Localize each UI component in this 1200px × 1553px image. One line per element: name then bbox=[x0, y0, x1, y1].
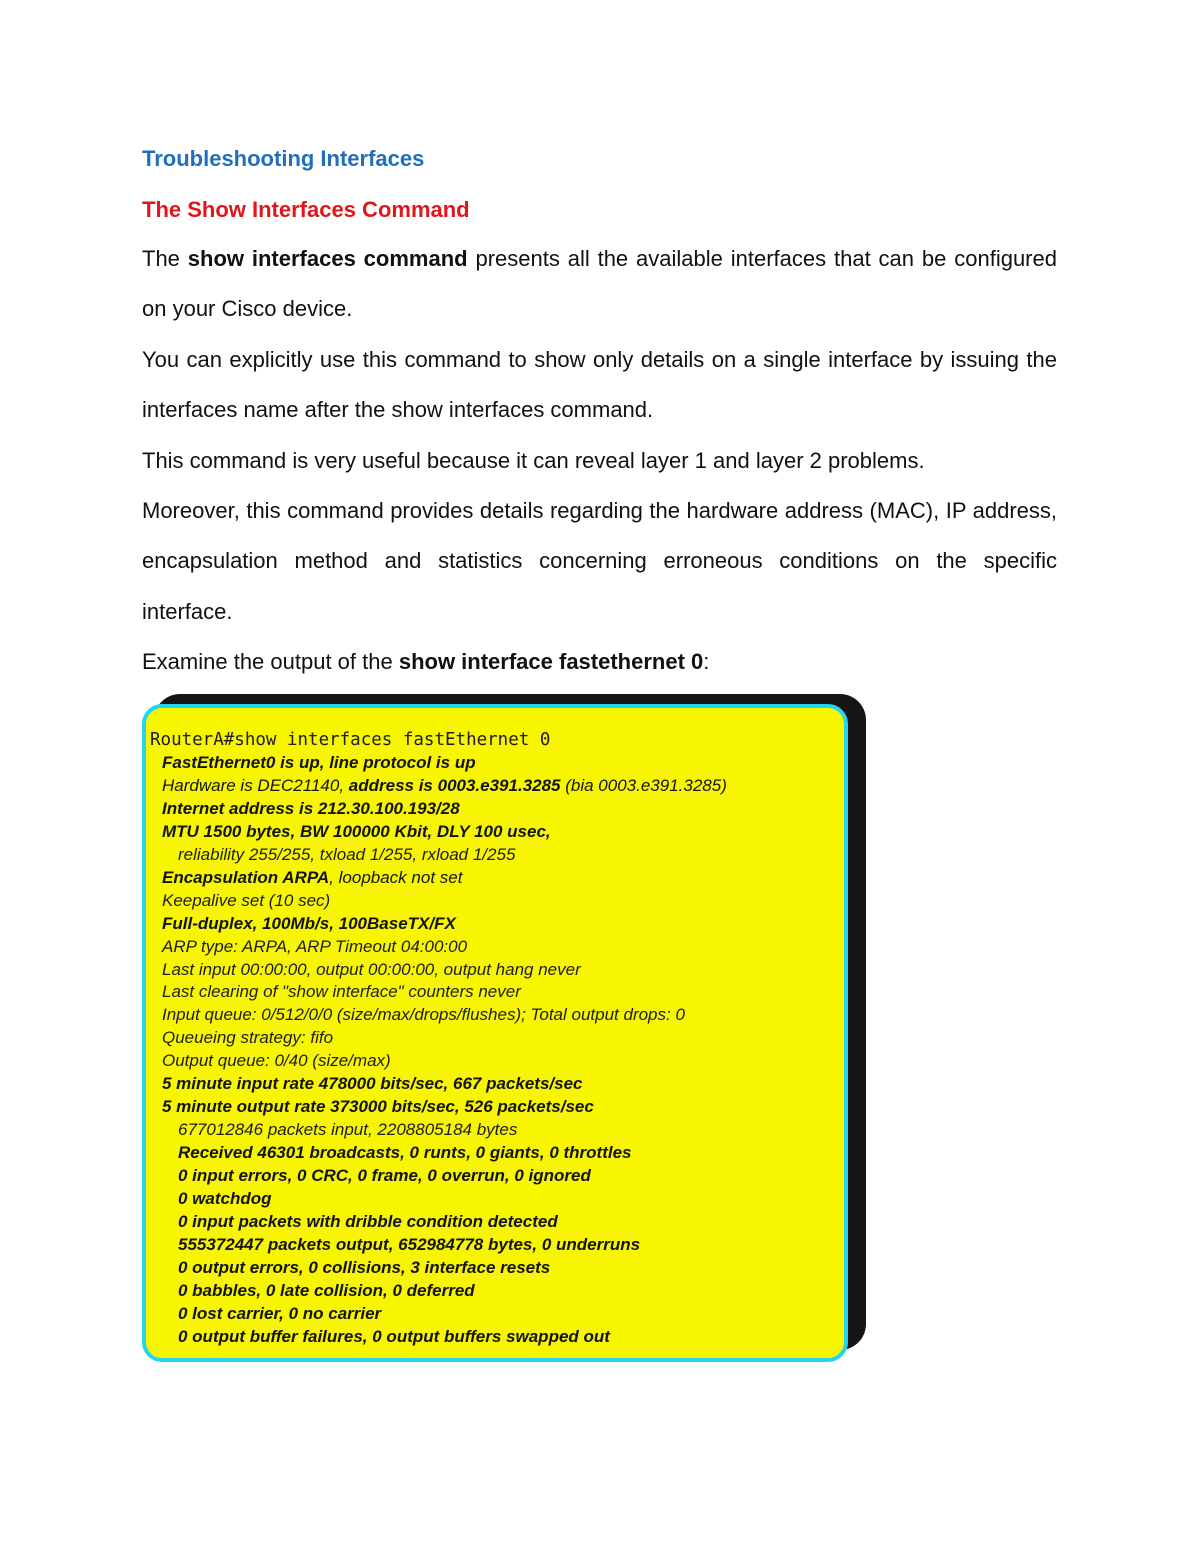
terminal-line: Last input 00:00:00, output 00:00:00, output hang never bbox=[162, 959, 581, 979]
terminal-line: FastEthernet0 is up, line protocol is up bbox=[162, 753, 476, 772]
terminal-line: Input queue: 0/512/0/0 (size/max/drops/flushes); Total output drops: 0 bbox=[162, 1005, 685, 1025]
section-heading: Troubleshooting Interfaces bbox=[142, 146, 425, 171]
paragraph-text: The bbox=[142, 246, 188, 271]
terminal-line: 555372447 packets output, 652984778 bytes, 0 underruns bbox=[178, 1234, 641, 1254]
subsection-heading: The Show Interfaces Command bbox=[142, 197, 470, 222]
paragraph-text: presents all the available interfaces that can be configured on your Cisco device. bbox=[142, 246, 1057, 322]
terminal-line-segment: Encapsulation ARPA bbox=[162, 867, 330, 887]
terminal-line: Full-duplex, 100Mb/s, 100BaseTX/FX bbox=[162, 913, 456, 933]
terminal-line bbox=[162, 776, 727, 796]
paragraph-single-interface: You can explicitly use this command to show only details on a single interface by issuing the interfaces name after the show interfaces command. bbox=[142, 347, 1057, 423]
terminal-line: Keepalive set (10 sec) bbox=[162, 890, 331, 910]
terminal-line: Internet address is 212.30.100.193/28 bbox=[162, 798, 460, 818]
terminal-line: 5 minute input rate 478000 bits/sec, 667 packets/sec bbox=[162, 1074, 583, 1094]
terminal-output bbox=[146, 708, 844, 1358]
paragraph-show-interfaces-intro bbox=[142, 234, 1057, 335]
paragraph-examine-output bbox=[142, 637, 1057, 687]
terminal-panel bbox=[142, 704, 848, 1362]
terminal-line: Output queue: 0/40 (size/max) bbox=[162, 1051, 391, 1071]
terminal-line: 0 babbles, 0 late collision, 0 deferred bbox=[178, 1280, 475, 1300]
terminal-line: 0 watchdog bbox=[178, 1189, 272, 1208]
terminal-line-segment: (bia 0003.e391.3285) bbox=[560, 775, 727, 795]
paragraph-layer-problems: This command is very useful because it can reveal layer 1 and layer 2 problems. bbox=[142, 448, 925, 473]
terminal-line: 0 output errors, 0 collisions, 3 interface resets bbox=[178, 1257, 551, 1277]
terminal-output-figure bbox=[140, 694, 868, 1372]
terminal-line: 0 input errors, 0 CRC, 0 frame, 0 overrun, 0 ignored bbox=[178, 1166, 591, 1186]
terminal-line-segment: , loopback not set bbox=[329, 867, 463, 887]
terminal-line: 0 output buffer failures, 0 output buffers swapped out bbox=[178, 1326, 610, 1346]
terminal-line: 0 input packets with dribble condition detected bbox=[178, 1211, 558, 1231]
paragraph-text: : bbox=[703, 649, 710, 674]
terminal-line: MTU 1500 bytes, BW 100000 Kbit, DLY 100 usec, bbox=[162, 821, 551, 841]
terminal-line: RouterA#show interfaces fastEthernet 0 bbox=[150, 730, 551, 750]
terminal-line: Received 46301 broadcasts, 0 runts, 0 giants, 0 throttles bbox=[178, 1143, 632, 1163]
terminal-line: reliability 255/255, txload 1/255, rxload 1/255 bbox=[178, 844, 516, 864]
terminal-line: ARP type: ARPA, ARP Timeout 04:00:00 bbox=[162, 936, 468, 956]
terminal-line: Queueing strategy: fifo bbox=[162, 1028, 334, 1048]
paragraph-text: Examine the output of the bbox=[142, 649, 399, 674]
terminal-line: 677012846 packets input, 2208805184 bytes bbox=[178, 1120, 518, 1140]
terminal-line: 0 lost carrier, 0 no carrier bbox=[178, 1303, 382, 1323]
terminal-line: 5 minute output rate 373000 bits/sec, 526 packets/sec bbox=[162, 1097, 594, 1117]
terminal-line bbox=[162, 868, 462, 888]
terminal-line-segment: address is 0003.e391.3285 bbox=[348, 775, 561, 795]
terminal-line-segment: Hardware is DEC21140, bbox=[162, 775, 349, 795]
command-name-bold: show interface fastethernet 0 bbox=[398, 649, 704, 674]
terminal-line: Last clearing of "show interface" counters never bbox=[162, 982, 521, 1002]
paragraph-details: Moreover, this command provides details regarding the hardware address (MAC), IP address, encapsulation method and statistics concerning erroneous conditions on the specific interface. bbox=[142, 498, 1057, 624]
command-name-bold: show interfaces command bbox=[187, 246, 468, 271]
